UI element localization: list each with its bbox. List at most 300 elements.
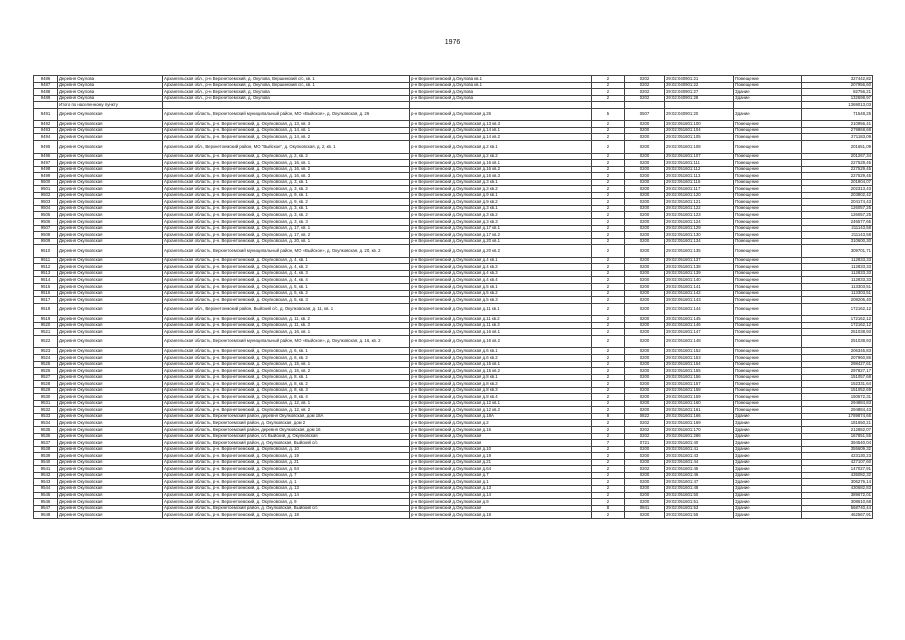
short-address: р-н Верхнетоемский д.Окулковская д.21 bbox=[410, 459, 592, 466]
short-address: р-н Верхнетоемский д.Окулова кв.1 bbox=[410, 76, 592, 83]
short-address: р-н Верхнетоемский д.Окулковская д.8 кв.1 bbox=[410, 374, 592, 381]
short-address: р-н Верхнетоемский д.Окулковская д.9 кв.2 bbox=[410, 199, 592, 206]
settlement-name: Деревня Окулковская bbox=[58, 232, 163, 239]
short-address: р-н Верхнетоемский д.Окулковская д.16 bbox=[410, 427, 592, 434]
cadastral-value: 207956,60 bbox=[802, 82, 873, 89]
object-type: Помещение bbox=[734, 284, 802, 291]
group-code: 0200 bbox=[625, 303, 665, 316]
cadastral-number: 29:02:051601:122 bbox=[665, 205, 734, 212]
group-number: 2 bbox=[592, 499, 625, 506]
group-code: 0200 bbox=[625, 238, 665, 245]
object-type: Здание bbox=[734, 440, 802, 447]
cadastral-value: 82756,21 bbox=[802, 89, 873, 96]
cadastral-value: 172162,12 bbox=[802, 322, 873, 329]
cadastral-number: 29:02:040901:20 bbox=[665, 108, 734, 121]
table-row bbox=[34, 140, 873, 153]
group-number: 2 bbox=[592, 472, 625, 479]
group-code: 0200 bbox=[625, 284, 665, 291]
object-type: Помещение bbox=[734, 329, 802, 336]
cadastral-number: 29:02:051601:104 bbox=[665, 127, 734, 134]
group-number: 2 bbox=[592, 374, 625, 381]
row-number: 9512 bbox=[34, 264, 58, 271]
cadastral-number: 29:02:040901:22 bbox=[665, 82, 734, 89]
group-code: 0200 bbox=[625, 329, 665, 336]
settlement-name: Деревня Окулковская bbox=[58, 479, 163, 486]
cadastral-value: 112833,33 bbox=[802, 264, 873, 271]
object-type: Помещение bbox=[734, 127, 802, 134]
object-type: Здание bbox=[734, 512, 802, 519]
object-type: Здание bbox=[734, 485, 802, 492]
object-type: Помещение bbox=[734, 238, 802, 245]
short-address: р-н Верхнетоемский д.Окулковская д.16 кв.2 bbox=[410, 166, 592, 173]
object-type: Помещение bbox=[734, 257, 802, 264]
row-number: 9504 bbox=[34, 205, 58, 212]
cadastral-number: 29:02:051601:154 bbox=[665, 361, 734, 368]
group-number: 2 bbox=[592, 212, 625, 219]
row-number: 9547 bbox=[34, 505, 58, 512]
full-address: Архангельская область, Верхнетоемский район, д. Окулковская, Выйский с/с bbox=[163, 505, 410, 512]
full-address: Архангельская область, р-н. Верхнетоемский, д. Окулковская, д. 4, кв. 2 bbox=[163, 264, 410, 271]
row-number: 9535 bbox=[34, 427, 58, 434]
settlement-name: Деревня Окулова bbox=[58, 76, 163, 83]
object-type: Здание bbox=[734, 466, 802, 473]
short-address: р-н Верхнетоемский д.Окулковская д.13 кв.3 bbox=[410, 121, 592, 128]
full-address: Архангельская область, р-н. Верхнетоемский, д. Окулковская, д. 16, кв. 1 bbox=[163, 329, 410, 336]
table-row bbox=[34, 245, 873, 258]
full-address: Архангельская область, р-н. Верхнетоемский, д. Окулковская, д. 5, кв. 1 bbox=[163, 284, 410, 291]
row-number: 9543 bbox=[34, 479, 58, 486]
short-address: р-н Верхнетоемский д.Окулковская д.10 bbox=[410, 446, 592, 453]
group-code: 0200 bbox=[625, 264, 665, 271]
row-number: 9508 bbox=[34, 232, 58, 239]
full-address: Архангельская область, р-н. Верхнетоемский, д. Окулковская, д. 3, кв. 2 bbox=[163, 212, 410, 219]
group-number: 2 bbox=[592, 466, 625, 473]
cadastral-value: 271183,09 bbox=[802, 134, 873, 141]
group-code: 0202 bbox=[625, 89, 665, 96]
full-address: Архангельская область, р-н. Верхнетоемский, д. Окулковская, д. 9, кв. 2 bbox=[163, 199, 410, 206]
cadastral-number: 29:02:051601:153 bbox=[665, 355, 734, 362]
cadastral-number: 29:02:051601:105 bbox=[665, 134, 734, 141]
object-type: Помещение bbox=[734, 76, 802, 83]
group-number: 2 bbox=[592, 433, 625, 440]
cadastral-value: 208206,40 bbox=[802, 297, 873, 304]
short-address: р-н Верхнетоемский д.Окулковская д.18 bbox=[410, 512, 592, 519]
object-type: Помещение bbox=[734, 166, 802, 173]
group-number: 2 bbox=[592, 134, 625, 141]
group-number: 2 bbox=[592, 173, 625, 180]
object-type: Помещение bbox=[734, 121, 802, 128]
object-type: Помещение bbox=[734, 232, 802, 239]
cadastral-number: 29:02:051601:108 bbox=[665, 140, 734, 153]
full-address: Архангельская обл., р-н Верхнетоемский, д. Окулова, Вершинский с/с, кв. 1 bbox=[163, 82, 410, 89]
short-address: р-н Верхнетоемский д.Окулковская д.2 кв.1 bbox=[410, 140, 592, 153]
group-code: 0200 bbox=[625, 479, 665, 486]
object-type: Помещение bbox=[734, 335, 802, 348]
full-address: Архангельская область, р-н. Верхнетоемский, д. Окулковская, д. 2, кв. 2 bbox=[163, 153, 410, 160]
group-code: 0200 bbox=[625, 368, 665, 375]
short-address: р-н Верхнетоемский д.Окулковская д.9 кв.1 bbox=[410, 192, 592, 199]
object-type: Помещение bbox=[734, 179, 802, 186]
short-address: р-н Верхнетоемский д.Окулковская д.17 кв.2 bbox=[410, 232, 592, 239]
object-type: Помещение bbox=[734, 368, 802, 375]
row-number: 9542 bbox=[34, 472, 58, 479]
cadastral-value: 151052,69 bbox=[802, 387, 873, 394]
group-number: 2 bbox=[592, 361, 625, 368]
group-code: 0200 bbox=[625, 472, 665, 479]
full-address: Архангельская область, р-н. Верхнетоемский, д. Окулковская, д. 11, кв. 2 bbox=[163, 316, 410, 323]
short-address: р-н Верхнетоемский д.Окулковская д.13 bbox=[410, 485, 592, 492]
object-type: Помещение bbox=[734, 82, 802, 89]
short-address: р-н Верхнетоемский д.Окулковская д.3 кв.1 bbox=[410, 205, 592, 212]
group-number: 2 bbox=[592, 400, 625, 407]
group-number: 2 bbox=[592, 387, 625, 394]
group-code: 0822 bbox=[625, 413, 665, 420]
cadastral-value: 294884,83 bbox=[802, 400, 873, 407]
group-code: 0200 bbox=[625, 257, 665, 264]
full-address: Архангельская область, р-н. Верхнетоемский, д. Окулковская, д. 6, кв. 1 bbox=[163, 348, 410, 355]
group-code: 0202 bbox=[625, 420, 665, 427]
group-number: 2 bbox=[592, 446, 625, 453]
object-type: Помещение bbox=[734, 381, 802, 388]
group-code: 0202 bbox=[625, 76, 665, 83]
cadastral-value: 389672,01 bbox=[802, 492, 873, 499]
full-address: Архангельская область, р-н. Верхнетоемский, д. Окулковская, д. 21 bbox=[163, 459, 410, 466]
cadastral-number: 29:02:051601:45 bbox=[665, 466, 734, 473]
cadastral-value: 126057,25 bbox=[802, 205, 873, 212]
group-code: 0841 bbox=[625, 505, 665, 512]
settlement-name: Деревня Окулковская bbox=[58, 407, 163, 414]
settlement-name: Деревня Окулковская bbox=[58, 153, 163, 160]
group-code: 0200 bbox=[625, 173, 665, 180]
row-number: 9505 bbox=[34, 212, 58, 219]
group-code: 0200 bbox=[625, 361, 665, 368]
row-number: 9520 bbox=[34, 322, 58, 329]
settlement-name: Деревня Окулковская bbox=[58, 173, 163, 180]
settlement-name: Деревня Окулковская bbox=[58, 348, 163, 355]
row-number: 9487 bbox=[34, 82, 58, 89]
cadastral-value: 227529,45 bbox=[802, 160, 873, 167]
short-address: р-н Верхнетоемский д.Окулова bbox=[410, 89, 592, 96]
group-number: 2 bbox=[592, 290, 625, 297]
cadastral-value: 202313,43 bbox=[802, 186, 873, 193]
full-address: Архангельская обл., Верхнетоемский район, Выйский с/с, д. Окулковская, д. 11, кв. 1 bbox=[163, 303, 410, 316]
row-number: 9518 bbox=[34, 303, 58, 316]
group-number: 2 bbox=[592, 394, 625, 401]
cadastral-number: 29:02:051601:156 bbox=[665, 374, 734, 381]
object-type: Здание bbox=[734, 505, 802, 512]
group-code: 0200 bbox=[625, 205, 665, 212]
group-number: 2 bbox=[592, 270, 625, 277]
full-address: Архангельская область, Верхнетоемский район, деревня Окулковская, дом 18А bbox=[163, 413, 410, 420]
settlement-name: Деревня Окулковская bbox=[58, 257, 163, 264]
cadastral-number: 29:02:051601:137 bbox=[665, 257, 734, 264]
full-address: Архангельская область, р-н. Верхнетоемский, д. Окулковская, д. 13 bbox=[163, 485, 410, 492]
group-code: 0200 bbox=[625, 140, 665, 153]
group-number: 2 bbox=[592, 95, 625, 102]
cadastral-number: 29:02:051601:166 bbox=[665, 413, 734, 420]
settlement-name: Деревня Окулковская bbox=[58, 297, 163, 304]
settlement-name: Деревня Окулковская bbox=[58, 186, 163, 193]
object-type: Помещение bbox=[734, 387, 802, 394]
short-address: р-н Верхнетоемский д.Окулковская д.11 кв.1 bbox=[410, 303, 592, 316]
group-number: 2 bbox=[592, 297, 625, 304]
short-address: р-н Верхнетоемский д.Окулковская д.16 кв.2 bbox=[410, 335, 592, 348]
full-address: Архангельская область, Верхнетоемский район, деревня Окулковская, дом 16 bbox=[163, 427, 410, 434]
full-address: Архангельская область, р-н. Верхнетоемский, д. Окулковская, д. 3, кв. 2 bbox=[163, 186, 410, 193]
page-number: 1976 bbox=[444, 39, 461, 46]
settlement-name: Деревня Окулова bbox=[58, 82, 163, 89]
cadastral-number: 29:02:051601:121 bbox=[665, 199, 734, 206]
full-address: Архангельская область, р-н. Верхнетоемский, д. Окулковская, д. 20, кв. 1 bbox=[163, 238, 410, 245]
row-number: 9530 bbox=[34, 394, 58, 401]
cadastral-number: 29:02:051601:157 bbox=[665, 381, 734, 388]
cadastral-value: 207960,86 bbox=[802, 355, 873, 362]
full-address: Архангельская область, Верхнетоемский муниципальный район, МО «Выйское», д. Окулковская, д. 16, кв. 2 bbox=[163, 335, 410, 348]
full-address: Архангельская область, р-н. Верхнетоемский, д. Окулковская, д. 9, кв. 1 bbox=[163, 192, 410, 199]
short-address: р-н Верхнетоемский д.Окулковская д.64 bbox=[410, 466, 592, 473]
group-code: 0200 bbox=[625, 153, 665, 160]
settlement-name: Итого по населенному пункту bbox=[58, 102, 163, 109]
group-number: 2 bbox=[592, 355, 625, 362]
cadastral-number: 29:02:051601:50 bbox=[665, 492, 734, 499]
cadastral-value: 201267,34 bbox=[802, 153, 873, 160]
row-number: 9511 bbox=[34, 257, 58, 264]
full-address: Архангельская область, р-н. Верхнетоемский, д. Окулковская, д. 3, кв. 1 bbox=[163, 205, 410, 212]
cadastral-value: 297827,17 bbox=[802, 368, 873, 375]
group-code: 0200 bbox=[625, 179, 665, 186]
row-number: 9526 bbox=[34, 368, 58, 375]
full-address: Архангельская область, р-н. Верхнетоемский, д. Окулковская, д. 5, кв. 3 bbox=[163, 297, 410, 304]
group-code: 0200 bbox=[625, 485, 665, 492]
settlement-name: Деревня Окулковская bbox=[58, 329, 163, 336]
settlement-name: Деревня Окулковская bbox=[58, 225, 163, 232]
short-address: р-н Верхнетоемский д.Окулковская д.6 кв.2 bbox=[410, 355, 592, 362]
row-number: 9544 bbox=[34, 485, 58, 492]
group-number: 2 bbox=[592, 512, 625, 519]
short-address: р-н Верхнетоемский д.Окулковская д.15 кв.1 bbox=[410, 361, 592, 368]
settlement-name: Деревня Окулковская bbox=[58, 427, 163, 434]
row-number: 9521 bbox=[34, 329, 58, 336]
group-number: 2 bbox=[592, 303, 625, 316]
cadastral-number: 29:02:051601:44 bbox=[665, 459, 734, 466]
object-type: Помещение bbox=[734, 245, 802, 258]
settlement-name: Деревня Окулковская bbox=[58, 505, 163, 512]
settlement-name: Деревня Окулковская bbox=[58, 440, 163, 447]
full-address: Архангельская область, р-н. Верхнетоемский, д. Окулковская, д. 13, кв. 3 bbox=[163, 121, 410, 128]
full-address: Архангельская область, Верхнетоемский район, д. Окулковская, дом 2 bbox=[163, 420, 410, 427]
object-type: Помещение bbox=[734, 394, 802, 401]
group-number: 2 bbox=[592, 479, 625, 486]
cadastral-value: 201651,09 bbox=[802, 140, 873, 153]
object-type: Помещение bbox=[734, 212, 802, 219]
row-number: 9498 bbox=[34, 166, 58, 173]
group-number: 2 bbox=[592, 453, 625, 460]
short-address: р-н Верхнетоемский д.Окулковская д.18А bbox=[410, 413, 592, 420]
row-number: 9510 bbox=[34, 245, 58, 258]
cadastral-value: 427107,60 bbox=[802, 459, 873, 466]
short-address: р-н Верхнетоемский д.Окулова bbox=[410, 95, 592, 102]
short-address: р-н Верхнетоемский д.Окулковская д.20 кв.2 bbox=[410, 245, 592, 258]
cadastral-value: 246577,65 bbox=[802, 219, 873, 226]
settlement-name: Деревня Окулковская bbox=[58, 316, 163, 323]
group-code: 0507 bbox=[625, 108, 665, 121]
full-address: Архангельская область, р-н. Верхнетоемский, д. Окулковская, д. 16, кв. 1 bbox=[163, 160, 410, 167]
object-type: Помещение bbox=[734, 374, 802, 381]
cadastral-number: 29:02:051601:148 bbox=[665, 335, 734, 348]
row-number: 9491 bbox=[34, 108, 58, 121]
full-address: Архангельская область, р-н. Верхнетоемский, д. Окулковская, д. 8, кв. 3 bbox=[163, 387, 410, 394]
group-number: 5 bbox=[592, 108, 625, 121]
row-number: 9515 bbox=[34, 284, 58, 291]
group-code: 0200 bbox=[625, 335, 665, 348]
group-code: 0200 bbox=[625, 446, 665, 453]
cadastral-value: 251038,93 bbox=[802, 335, 873, 348]
short-address: р-н Верхнетоемский д.Окулковская д.11 кв.3 bbox=[410, 322, 592, 329]
settlement-name: Деревня Окулковская bbox=[58, 512, 163, 519]
full-address: Архангельская область, р-н. Верхнетоемский, д. Окулковская, д. 8, кв. 2 bbox=[163, 381, 410, 388]
object-type: Помещение bbox=[734, 205, 802, 212]
object-type: Помещение bbox=[734, 173, 802, 180]
short-address: р-н Верхнетоемский д.Окулковская д.3 кв.1 bbox=[410, 179, 592, 186]
group-number: 2 bbox=[592, 89, 625, 96]
short-address: р-н Верхнетоемский д.Окулковская bbox=[410, 433, 592, 440]
object-type: Помещение bbox=[734, 160, 802, 167]
full-address: Архангельская область, р-н. Верхнетоемский, д. Окулковская, д. 12, кв. 1 bbox=[163, 400, 410, 407]
settlement-name: Деревня Окулковская bbox=[58, 492, 163, 499]
cadastral-number: 29:02:040901:21 bbox=[665, 76, 734, 83]
cadastral-value: 394540,04 bbox=[802, 440, 873, 447]
row-number: 9494 bbox=[34, 134, 58, 141]
settlement-name: Деревня Окулковская bbox=[58, 387, 163, 394]
full-address: Архангельская область, р-н. Верхнетоемский, д. Окулковская, д. 14 bbox=[163, 492, 410, 499]
group-code: 0200 bbox=[625, 199, 665, 206]
full-address: Архангельская область, р-н. Верхнетоемский, д. Окулковская, д. 4, кв. 4 bbox=[163, 277, 410, 284]
settlement-name: Деревня Окулковская bbox=[58, 466, 163, 473]
short-address: р-н Верхнетоемский д.Окулковская д.20 кв.1 bbox=[410, 238, 592, 245]
settlement-name: Деревня Окулковская bbox=[58, 127, 163, 134]
group-number: 2 bbox=[592, 427, 625, 434]
full-address: Архангельская обл., Верхнетоемский район, МО "Выйское", д. Окулковская, д. 2, кв. 1 bbox=[163, 140, 410, 153]
short-address: р-н Верхнетоемский д.Окулковская д.14 кв.2 bbox=[410, 134, 592, 141]
cadastral-number: 29:02:051601:143 bbox=[665, 297, 734, 304]
object-type: Здание bbox=[734, 499, 802, 506]
object-type: Здание bbox=[734, 420, 802, 427]
settlement-name: Деревня Окулковская bbox=[58, 420, 163, 427]
group-number: 2 bbox=[592, 284, 625, 291]
cadastral-value: 210956,41 bbox=[802, 121, 873, 128]
object-type: Здание bbox=[734, 95, 802, 102]
settlement-name: Деревня Окулковская bbox=[58, 400, 163, 407]
cadastral-value: 71548,25 bbox=[802, 108, 873, 121]
group-number: 2 bbox=[592, 329, 625, 336]
group-code: 0200 bbox=[625, 290, 665, 297]
cadastral-value: 152331,64 bbox=[802, 381, 873, 388]
object-type: Здание bbox=[734, 492, 802, 499]
row-number: 9540 bbox=[34, 459, 58, 466]
settlement-name: Деревня Окулковская bbox=[58, 303, 163, 316]
cadastral-number: 29:02:051601:142 bbox=[665, 290, 734, 297]
cadastral-value: 112833,33 bbox=[802, 270, 873, 277]
group-number: 2 bbox=[592, 76, 625, 83]
cadastral-number: 29:02:051601:160 bbox=[665, 400, 734, 407]
cadastral-value: 309701,71 bbox=[802, 245, 873, 258]
full-address: Архангельская область, р-н. Верхнетоемский, д. Окулковская, д. 64 bbox=[163, 466, 410, 473]
settlement-name: Деревня Окулковская bbox=[58, 446, 163, 453]
table-row bbox=[34, 335, 873, 348]
cadastral-number: 29:02:040901:27 bbox=[665, 89, 734, 96]
full-address: Архангельская область, р-н. Верхнетоемский, д. Окулковская, д. 11, кв. 3 bbox=[163, 322, 410, 329]
short-address: р-н Верхнетоемский д.Окулковская д.16 кв.1 bbox=[410, 329, 592, 336]
cadastral-number: 29:02:051601:117 bbox=[665, 186, 734, 193]
cadastral-number: 29:02:051601:53 bbox=[665, 505, 734, 512]
cadastral-number: 29:02:051601:124 bbox=[665, 219, 734, 226]
group-number: 2 bbox=[592, 277, 625, 284]
cadastral-value: 204174,43 bbox=[802, 199, 873, 206]
object-type: Помещение bbox=[734, 219, 802, 226]
row-number: 9541 bbox=[34, 466, 58, 473]
group-code: 0200 bbox=[625, 394, 665, 401]
full-address: Архангельская область, Верхнетоемский муниципальный район, МО «Выйское», д. Окулковская, д. 20, кв. 2 bbox=[163, 245, 410, 258]
row-number: 9514 bbox=[34, 277, 58, 284]
short-address: р-н Верхнетоемский д.Окулковская д.16 кв.3 bbox=[410, 173, 592, 180]
row-number: 9501 bbox=[34, 186, 58, 193]
cadastral-value: 310600,30 bbox=[802, 238, 873, 245]
row-number: 9522 bbox=[34, 335, 58, 348]
settlement-name: Деревня Окулковская bbox=[58, 277, 163, 284]
group-code: 0202 bbox=[625, 427, 665, 434]
group-code: 0200 bbox=[625, 387, 665, 394]
group-number: 2 bbox=[592, 322, 625, 329]
group-code: 0202 bbox=[625, 95, 665, 102]
group-number: 2 bbox=[592, 205, 625, 212]
settlement-name: Деревня Окулковская bbox=[58, 160, 163, 167]
group-code: 0202 bbox=[625, 433, 665, 440]
cadastral-value: 568740,44 bbox=[802, 505, 873, 512]
cadastral-value: 132698,97 bbox=[802, 95, 873, 102]
group-code: 0200 bbox=[625, 297, 665, 304]
full-address: Архангельская область, р-н. Верхнетоемский, д. Окулковская, д. 8, кв. 4 bbox=[163, 394, 410, 401]
short-address: р-н Верхнетоемский д.Окулковская д.14 bbox=[410, 492, 592, 499]
group-code: 0200 bbox=[625, 453, 665, 460]
group-code: 0200 bbox=[625, 160, 665, 167]
settlement-name: Деревня Окулковская bbox=[58, 245, 163, 258]
cadastral-value: 212852,07 bbox=[802, 427, 873, 434]
group-code: 0200 bbox=[625, 134, 665, 141]
object-type: Помещение bbox=[734, 134, 802, 141]
short-address: р-н Верхнетоемский д.Окулковская д.12 кв.1 bbox=[410, 400, 592, 407]
group-code: 0200 bbox=[625, 492, 665, 499]
object-type: Здание bbox=[734, 433, 802, 440]
cadastral-number: 29:02:051601:134 bbox=[665, 238, 734, 245]
row-number: 9525 bbox=[34, 361, 58, 368]
row-number: 9548 bbox=[34, 512, 58, 519]
settlement-name: Деревня Окулковская bbox=[58, 166, 163, 173]
short-address: р-н Верхнетоемский д.Окулковская д.26 bbox=[410, 108, 592, 121]
settlement-name: Деревня Окулковская bbox=[58, 394, 163, 401]
cadastral-value: 355609,32 bbox=[802, 446, 873, 453]
cadastral-number: 29:02:051601:147 bbox=[665, 329, 734, 336]
settlement-name: Деревня Окулковская bbox=[58, 284, 163, 291]
group-code: 0200 bbox=[625, 316, 665, 323]
cadastral-number: 29:02:051601:152 bbox=[665, 348, 734, 355]
settlement-name: Деревня Окулковская bbox=[58, 472, 163, 479]
group-number: 2 bbox=[592, 420, 625, 427]
row-number: 9527 bbox=[34, 374, 58, 381]
cadastral-number: 29:02:051601:113 bbox=[665, 173, 734, 180]
cadastral-number: 29:02:051601:170 bbox=[665, 427, 734, 434]
short-address: р-н Верхнетоемский д.Окулковская д.3 кв.2 bbox=[410, 212, 592, 219]
object-type: Помещение bbox=[734, 225, 802, 232]
